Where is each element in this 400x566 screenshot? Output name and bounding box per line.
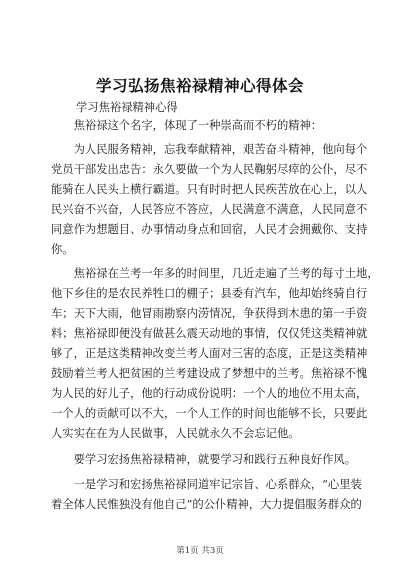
text-line: 够了，正是这类精神改变兰考人面对三害的态度，正是这类精神 bbox=[51, 347, 368, 360]
paragraph-first-point bbox=[51, 475, 361, 515]
paragraph-service-spirit bbox=[51, 140, 368, 260]
text-line: 能骑在人民头上横行霸道。只有时时把人民疾苦放在心上，以人 bbox=[51, 183, 368, 196]
paragraph-lankao bbox=[51, 264, 379, 444]
text-line: 为人民的好儿子，他的行动成份说明：一个人的地位不用太高， bbox=[51, 387, 368, 400]
text-line: 党员干部发出忠告：永久要做一个为人民鞠躬尽瘁的公仆，尽不 bbox=[51, 163, 368, 176]
document-subtitle: 学习焦裕禄精神心得 bbox=[76, 101, 178, 114]
paragraph-intro bbox=[51, 116, 361, 136]
text-line: 人实实在在为人民做事，人民就永久不会忘记他。 bbox=[51, 427, 300, 440]
page-number-footer: 第1页 共3页 bbox=[176, 546, 224, 556]
text-line: 一个人的贡献可以不大，一个人工作的时间也能够不长，只要此 bbox=[51, 407, 368, 420]
text-line: 为人民服务精神，忘我奉献精神，艰苦奋斗精神，他向每个 bbox=[51, 143, 368, 156]
text-line: 他下乡住的是农民养牲口的棚子；县委有汽车，他却始终骑自行 bbox=[51, 287, 368, 300]
text-line: 一是学习和宏扬焦裕禄同道牢记宗旨、心系群众，“心里装 bbox=[51, 478, 362, 491]
text-line: 焦裕禄这个名字，体现了一种崇高而不朽的精神： bbox=[51, 119, 323, 132]
text-line: 车；天下大雨，他冒雨勘察内涝情况，争获得到木患的第一手资 bbox=[51, 307, 368, 320]
text-line: 着全体人民惟独没有他自己”的公仆精神，大力提倡服务群众的 bbox=[51, 498, 362, 511]
text-line: 同意作为想题目、办事情动身点和回宿，人民才会拥戴你、支持 bbox=[51, 223, 368, 236]
text-line: 民兴奋不兴奋，人民答应不答应，人民满意不满意，人民同意不 bbox=[51, 203, 368, 216]
text-line: 鼓励着兰考人把贫困的兰考建设成了梦想中的兰考。焦裕禄不愧 bbox=[51, 367, 368, 380]
document-title: 学习弘扬焦裕禄精神心得体会 bbox=[95, 76, 304, 95]
text-line: 你。 bbox=[51, 243, 74, 256]
text-line: 要学习宏扬焦裕禄精神，就要学习和践行五种良好作风。 bbox=[51, 453, 357, 466]
text-line: 料；焦裕禄即便没有做甚么震天动地的事情，仅仅凭这类精神就 bbox=[51, 327, 368, 340]
text-line: 焦裕禄在兰考一年多的时间里，几近走遍了兰考的每寸土地， bbox=[51, 267, 379, 280]
paragraph-five-styles bbox=[51, 450, 361, 470]
